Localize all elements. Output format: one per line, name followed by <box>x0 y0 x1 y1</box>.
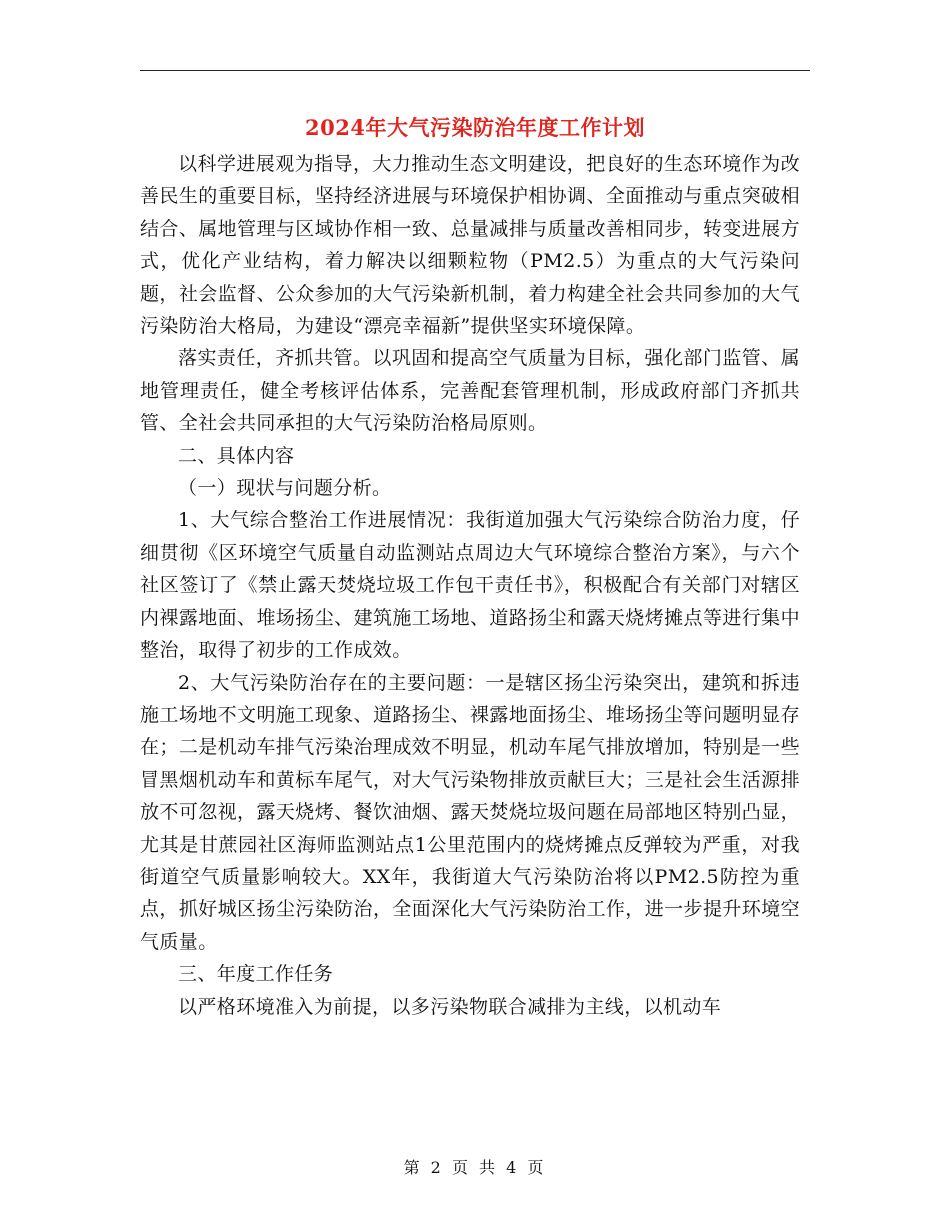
header-rule <box>140 70 810 71</box>
paragraph-tasks: 以严格环境准入为前提，以多污染物联合减排为主线，以机动车 <box>178 995 722 1018</box>
paragraph-progress: 1、大气综合整治工作进展情况：我街道加强大气污染综合防治力度，仔细贯彻《区环境空气质量自动监测站点周边大气环境综合整治方案》，与六个社区签订了《禁止露天焚烧垃圾工作包干责任书》，积极配合有关部门对辖区内裸露地面、堆场扬尘、建筑施工场地、道路扬尘和露天烧烤摊点等进行集中整治，取得了初步的工作成效。 <box>140 509 800 662</box>
paragraph-responsibility: 落实责任，齐抓共管。以巩固和提高空气质量为目标，强化部门监管、属地管理责任，健全考核评估体系，完善配套管理机制，形成政府部门齐抓共管、全社会共同承担的大气污染防治格局原则。 <box>140 347 800 435</box>
document-body <box>140 148 800 1023</box>
section-heading-specific-content: 二、具体内容 <box>178 444 295 467</box>
paragraph-intro: 以科学进展观为指导，大力推动生态文明建设，把良好的生态环境作为改善民生的重要目标，坚持经济进展与环境保护相协调、全面推动与重点突破相结合、属地管理与区域协作相一致、总量减排与质量改善相同步，转变进展方式，优化产业结构，着力解决以细颗粒物（PM2.5）为重点的大气污染问题，社会监督、公众参加的大气污染新机制，着力构建全社会共同参加的大气污染防治大格局，为建设“漂亮幸福新”提供坚实环境保障。 <box>140 153 800 338</box>
subsection-heading-status-analysis: （一）现状与问题分析。 <box>178 477 392 500</box>
section-heading-annual-tasks: 三、年度工作任务 <box>178 963 334 986</box>
document-title: 2024年大气污染防治年度工作计划 <box>305 115 645 140</box>
page-number: 第 2 页 共 4 页 <box>403 1158 547 1177</box>
paragraph-problems: 2、大气污染防治存在的主要问题：一是辖区扬尘污染突出，建筑和拆违施工场地不文明施工现象、道路扬尘、裸露地面扬尘、堆场扬尘等问题明显存在；二是机动车排气污染治理成效不明显，机动车尾气排放增加，特别是一些冒黑烟机动车和黄标车尾气，对大气污染物排放贡献巨大；三是社会生活源排放不可忽视，露天烧烤、餐饮油烟、露天焚烧垃圾问题在局部地区特别凸显，尤其是甘蔗园社区海师监测站点1公里范围内的烧烤摊点反弹较为严重，对我街道空气质量影响较大。XX年，我街道大气污染防治将以PM2.5防控为重点，抓好城区扬尘污染防治，全面深化大气污染防治工作，进一步提升环境空气质量。 <box>140 671 800 953</box>
